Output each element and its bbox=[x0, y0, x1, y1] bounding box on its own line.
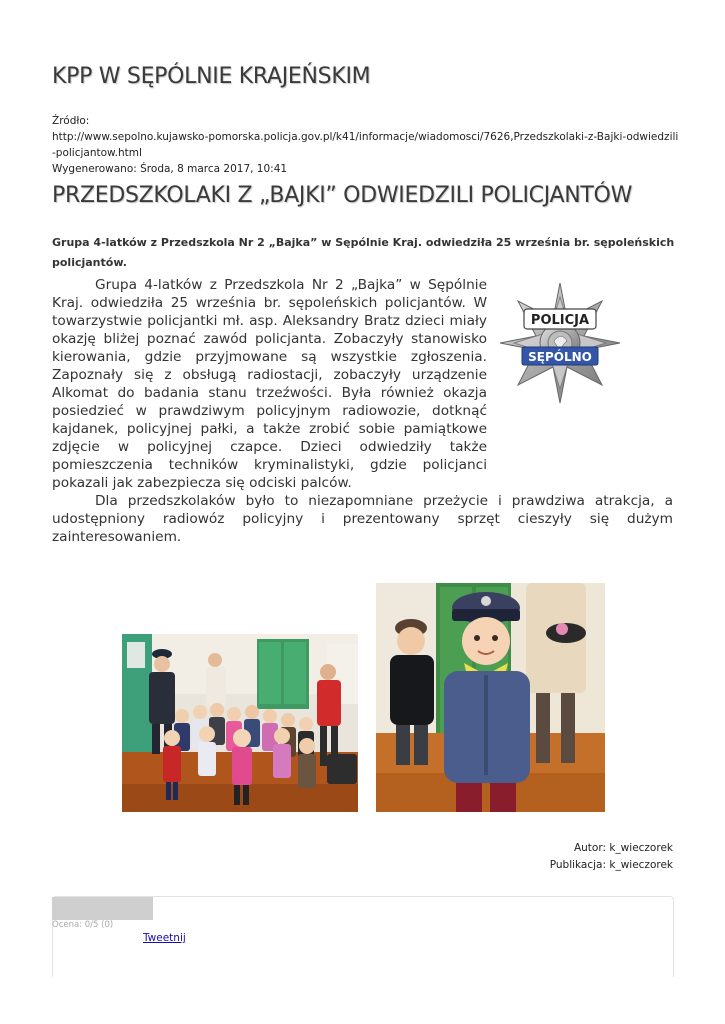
document-meta bbox=[52, 113, 682, 177]
source-url[interactable]: http://www.sepolno.kujawsko-pomorska.policja.gov.pl/k41/informacje/wiadomosci/7626,Przedszkolaki-z-Bajki-odwiedzili-policjantow.html bbox=[52, 131, 679, 159]
author: Autor: k_wieczorek bbox=[573, 842, 673, 854]
police-badge-logo bbox=[496, 279, 624, 411]
article-paragraph-2: Dla przedszkolaków było to niezapomniane przeżycie i prawdziwa atrakcja, a udostępniony radiowóz policyjny i prezentowany sprzęt cieszyły się dużym zainteresowaniem. bbox=[52, 493, 673, 545]
group-photo bbox=[122, 634, 358, 812]
site-title: KPP W SĘPÓLNIE KRAJEŃSKIM bbox=[52, 64, 371, 89]
rating-bar[interactable] bbox=[52, 897, 153, 920]
source-label: Źródło: bbox=[52, 115, 90, 127]
publication: Publikacja: k_wieczorek bbox=[549, 859, 673, 871]
tweet-link[interactable]: Tweetnij bbox=[143, 932, 186, 944]
badge-bottom-text: SĘPÓLNO bbox=[528, 350, 592, 364]
generated-timestamp: Wygenerowano: Środa, 8 marca 2017, 10:41 bbox=[52, 163, 288, 175]
article-lead: Grupa 4-latków z Przedszkola Nr 2 „Bajka” w Sępólnie Kraj. odwiedziła 25 września br. sępoleńskich policjantów. bbox=[52, 236, 675, 269]
author-info bbox=[550, 840, 673, 874]
article-title: PRZEDSZKOLAKI Z „BAJKI” ODWIEDZILI POLICJANTÓW bbox=[52, 183, 633, 208]
child-in-police-cap-photo bbox=[376, 583, 605, 812]
badge-top-text: POLICJA bbox=[530, 313, 590, 328]
rating-text: Ocena: 0/5 (0) bbox=[52, 920, 114, 930]
article-paragraph-1: Grupa 4-latków z Przedszkola Nr 2 „Bajka” w Sępólnie Kraj. odwiedziła 25 września br. sępoleńskich policjantów. W towarzystwie policjantki mł. asp. Aleksandry Bratz dzieci miały okazję bliżej poznać zawód policjanta. Zobaczyły stanowisko kierowania, gdzie przyjmowane są wszystkie zgłoszenia. Zapoznały się z obsługą radiostacji, zobaczyły urządzenie Alkomat do badania stanu trzeźwości. Była również okazja posiedzieć w prawdziwym policyjnym radiowozie, dotknąć kajdanek, policyjnej pałki, a także zrobić sobie pamiątkowe zdjęcie w policyjnej czapce. Dzieci odwiedziły także pomieszczenia techników kryminalistyki, gdzie policjanci pokazali jak zabezpiecza się odciski palców. bbox=[52, 277, 487, 491]
